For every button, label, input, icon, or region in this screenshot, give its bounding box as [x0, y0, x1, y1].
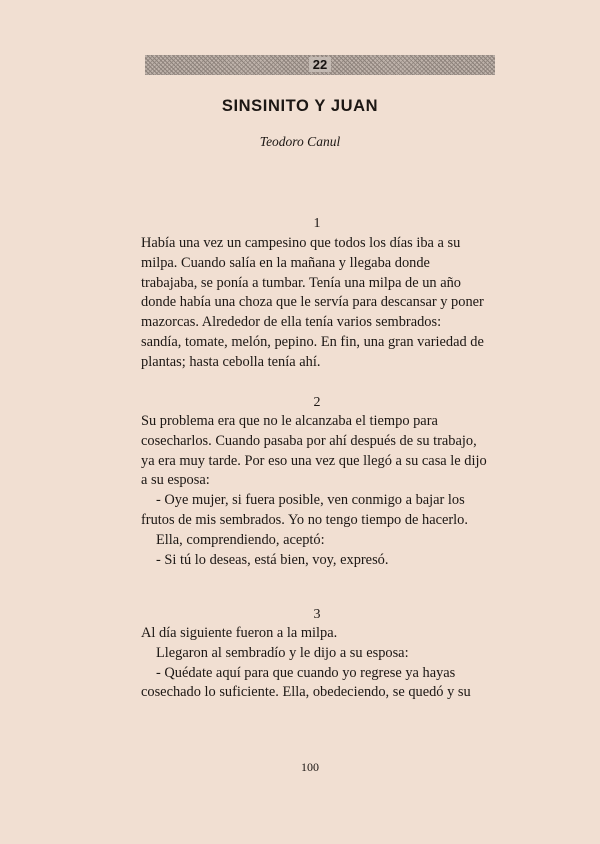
- paragraph-line: - Si tú lo deseas, está bien, voy, expresó.: [156, 551, 389, 568]
- paragraph-line: milpa. Cuando salía en la mañana y llegaba donde: [141, 254, 430, 271]
- paragraph-line: Su problema era que no le alcanzaba el tiempo para: [141, 413, 438, 429]
- paragraph-line: ya era muy tarde. Por eso una vez que llegó a su casa le dijo: [141, 452, 487, 469]
- paragraph-line: Llegaron al sembradío y le dijo a su esposa:: [156, 644, 409, 661]
- story-title: SINSINITO Y JUAN: [221, 97, 379, 115]
- section-number: 1: [313, 216, 321, 231]
- chapter-number: 22: [309, 57, 331, 72]
- paragraph-line: donde había una choza que le servía para descansar y poner: [141, 294, 484, 311]
- paragraph-line: frutos de mis sembrados. Yo no tengo tiempo de hacerlo.: [141, 512, 468, 528]
- paragraph-line: Al día siguiente fueron a la milpa.: [141, 625, 338, 641]
- paragraph-line: a su esposa:: [141, 472, 210, 489]
- paragraph-line: mazorcas. Alrededor de ella tenía varios sembrados:: [141, 314, 442, 331]
- paragraph-line: Ella, comprendiendo, aceptó:: [156, 531, 325, 548]
- paragraph-line: Había una vez un campesino que todos los días iba a su: [141, 235, 461, 251]
- paragraph-line: - Quédate aquí para que cuando yo regrese ya hayas: [156, 664, 456, 681]
- paragraph-line: cosechado lo suficiente. Ella, obedeciendo, se quedó y su: [141, 684, 471, 701]
- paragraph-line: cosecharlos. Cuando pasaba por ahí después de su trabajo,: [141, 432, 477, 449]
- author-name: Teodoro Canul: [259, 134, 341, 149]
- chapter-banner: [145, 55, 495, 75]
- paragraph-line: trabajaba, se ponía a tumbar. Tenía una milpa de un año: [141, 274, 462, 291]
- paragraph-line: - Oye mujer, si fuera posible, ven conmigo a bajar los: [156, 492, 465, 509]
- section-number: 2: [313, 395, 321, 410]
- page-number: 100: [301, 760, 319, 774]
- paragraph-line: sandía, tomate, melón, pepino. En fin, una gran variedad de: [141, 334, 484, 350]
- section-number: 3: [313, 607, 321, 622]
- paragraph-line: plantas; hasta cebolla tenía ahí.: [141, 353, 321, 370]
